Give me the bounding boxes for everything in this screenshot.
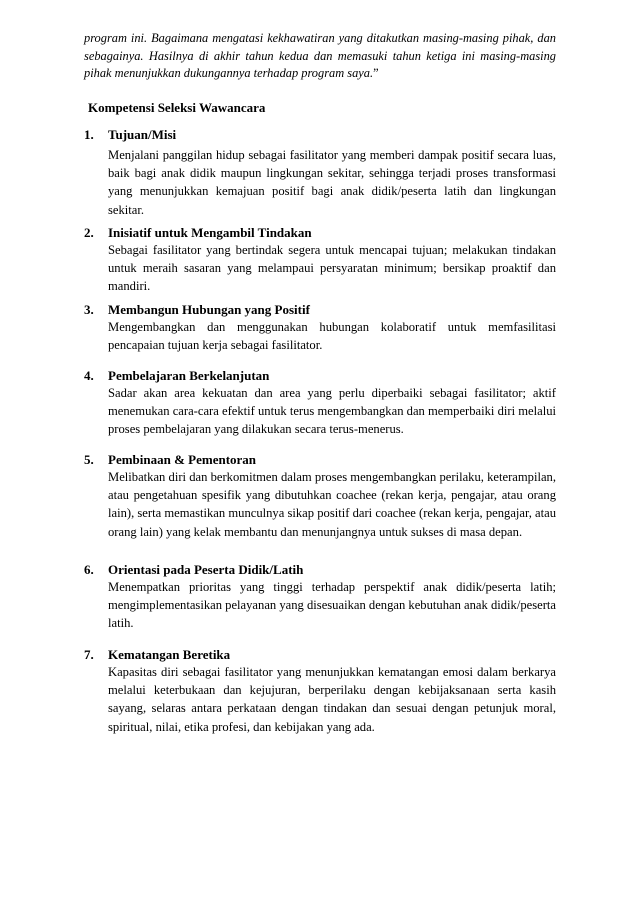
competency-item-2 (84, 224, 556, 294)
competency-item-5 (84, 451, 556, 557)
section-title: Kompetensi Seleksi Wawancara (88, 100, 266, 115)
item-description: Sadar akan area kekuatan dan area yang perlu diperbaiki sebagai fasilitator; aktif menemukan cara-cara efektif untuk terus mengembangkan dan memperbaiki diri melalui proses pembelajaran yang dilakukan secara terus-menerus. (108, 386, 556, 437)
intro-paragraph (84, 30, 556, 83)
item-description: Mengembangkan dan menggunakan hubungan kolaboratif untuk memfasilitasi pencapaian tujuan kerja sebagai fasilitator. (108, 320, 556, 353)
item-description: Menjalani panggilan hidup sebagai fasilitator yang memberi dampak positif secara luas, baik bagi anak didik maupun lingkungan sekitar, sehingga terjadi proses transformasi yang menunjukkan kemajuan positif bagi anak didik/peserta latih dan lingkungan sekitar. (108, 148, 556, 217)
competency-item-6 (84, 561, 556, 631)
item-description: Melibatkan diri dan berkomitmen dalam proses mengembangkan perilaku, keterampilan, atau pengetahuan spesifik yang dibutuhkan coachee (rekan kerja, pengajar, atau orang lain), serta memastikan munculnya sikap positif dari coachee (rekan kerja, pengajar, atau orang lain) yang kelak membantu dan menunjangnya untuk sukses di masa depan. (108, 470, 556, 539)
item-title: Inisiatif untuk Mengambil Tindakan (108, 225, 312, 240)
item-number: 5. (84, 452, 94, 467)
item-description: Kapasitas diri sebagai fasilitator yang menunjukkan kematangan emosi dalam berkarya melalui keterbukaan dan kejujuran, berperilaku dengan kebijaksanaan serta kasih sayang, selaras antara perkataan dengan tindakan dan sesuai dengan petunjuk moral, spiritual, nilai, etika profesi, dan kebijakan yang ada. (108, 665, 556, 734)
item-title: Pembelajaran Berkelanjutan (108, 368, 270, 383)
item-description: Sebagai fasilitator yang bertindak segera untuk mencapai tujuan; melakukan tindakan untuk meraih sasaran yang melampaui persyaratan minimum; bersikap proaktif dan mandiri. (108, 243, 556, 294)
intro-text: program ini. Bagaimana mengatasi kekhawatiran yang ditakutkan masing-masing pihak, dan sebagainya. Hasilnya di akhir tahun kedua dan memasuki tahun ketiga ini masing-masing pihak menunjukkan dukungannya terhadap program saya. (84, 31, 556, 80)
item-number: 7. (84, 647, 94, 662)
competency-item-1 (84, 126, 556, 217)
competency-item-7 (84, 646, 556, 734)
item-description: Menempatkan prioritas yang tinggi terhadap perspektif anak didik/peserta latih; mengimplementasikan pelayanan yang disesuaikan dengan kebutuhan anak didik/peserta latih. (108, 580, 556, 631)
item-title: Orientasi pada Peserta Didik/Latih (108, 562, 304, 577)
item-number: 2. (84, 225, 94, 240)
item-title: Tujuan/Misi (108, 127, 177, 142)
item-title: Membangun Hubungan yang Positif (108, 302, 310, 317)
intro-closing-quote: ” (373, 66, 379, 80)
item-number: 6. (84, 562, 94, 577)
item-number: 1. (84, 127, 94, 142)
item-title: Pembinaan & Pementoran (108, 452, 257, 467)
item-number: 4. (84, 368, 94, 383)
competency-item-4 (84, 367, 556, 437)
competency-item-3 (84, 301, 556, 353)
item-number: 3. (84, 302, 94, 317)
item-title: Kematangan Beretika (108, 647, 231, 662)
